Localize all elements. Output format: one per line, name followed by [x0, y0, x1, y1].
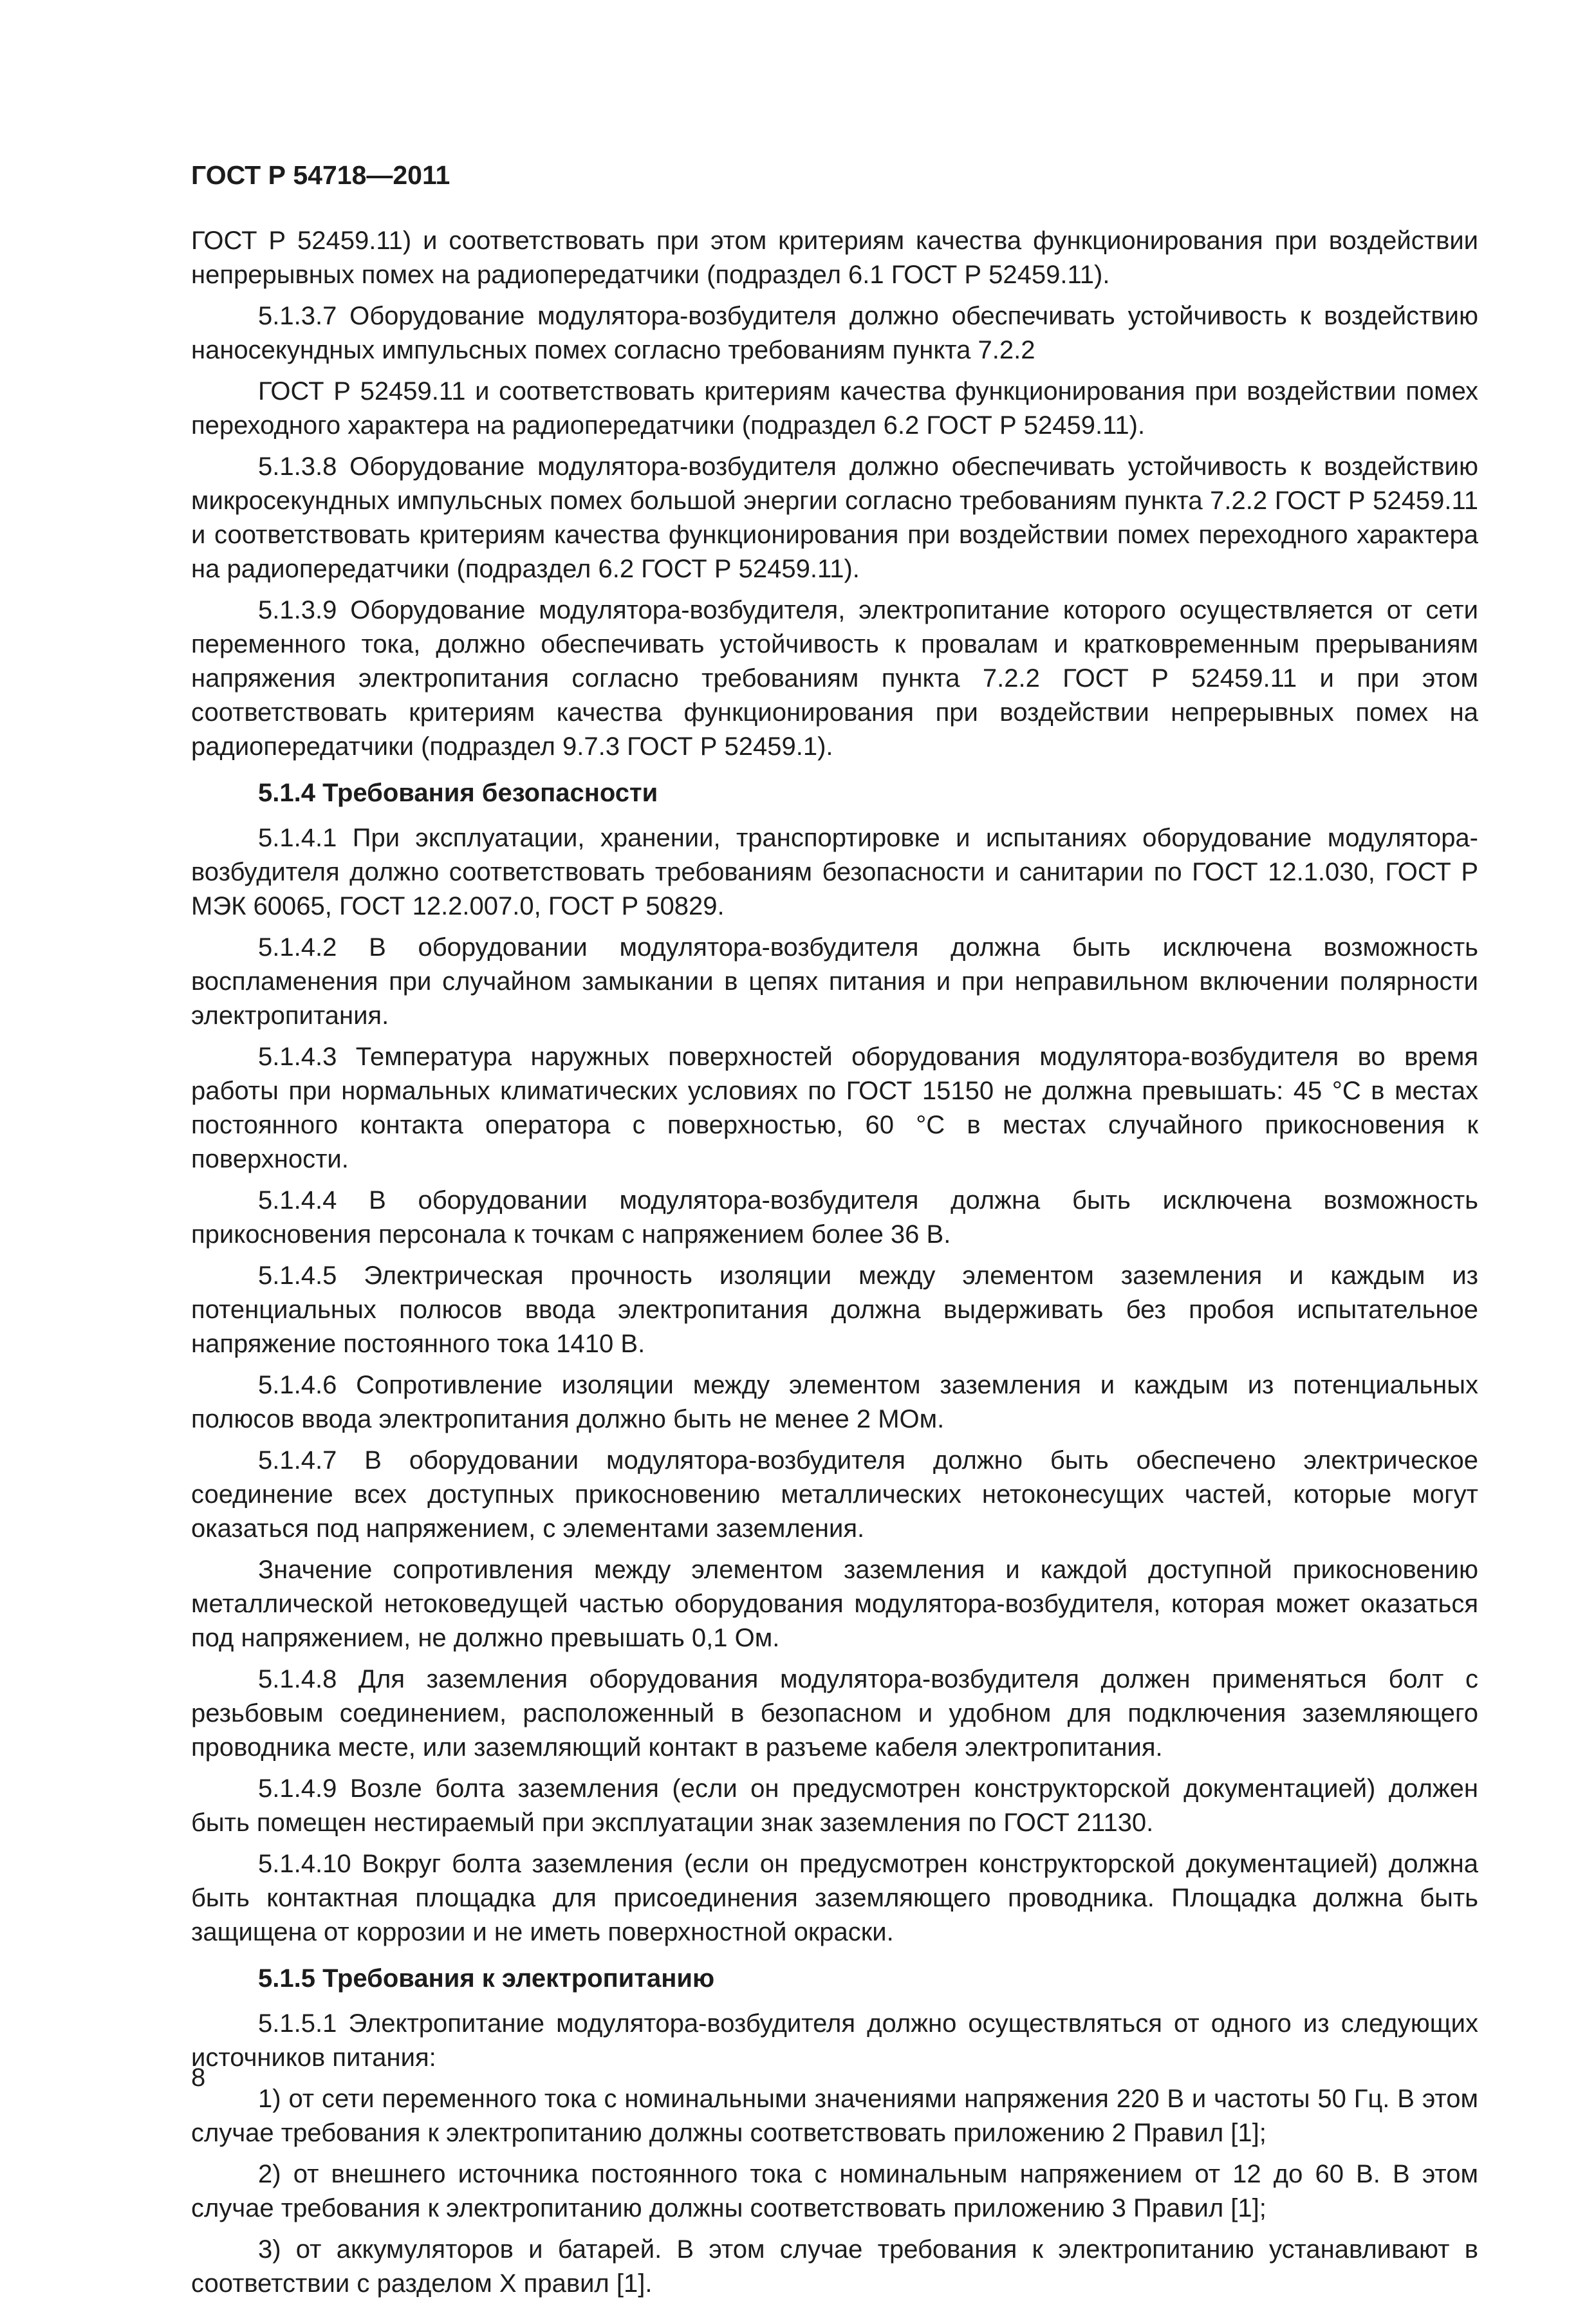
paragraph-5-1-4-2: 5.1.4.2 В оборудовании модулятора-возбудителя должна быть исключена возможность воспламенения при случайном замыкании в цепях питания и при неправильном включении полярности электропитания.	[191, 933, 1478, 1030]
paragraph-5-1-4-1: 5.1.4.1 При эксплуатации, хранении, транспортировке и испытаниях оборудование модулятора-возбудителя должно соответствовать требованиям безопасности и санитарии по ГОСТ 12.1.030, ГОСТ Р МЭК 60065, ГОСТ 12.2.007.0, ГОСТ Р 50829.	[191, 824, 1478, 920]
paragraph-5-1-3-8: 5.1.3.8 Оборудование модулятора-возбудителя должно обеспечивать устойчивость к воздействию микросекундных импульсных помех большой энергии согласно требованиям пункта 7.2.2 ГОСТ Р 52459.11 и соответствовать критериям качества функционирования при воздействии помех переходного характера на радиопередатчики (подраздел 6.2 ГОСТ Р 52459.11).	[191, 452, 1478, 583]
document-body	[191, 224, 1478, 2301]
paragraph-5-1-3-7-cont: ГОСТ Р 52459.11 и соответствовать критериям качества функционирования при воздействии помех переходного характера на радиопередатчики (подраздел 6.2 ГОСТ Р 52459.11).	[191, 377, 1478, 440]
paragraph-5-1-4-9: 5.1.4.9 Возле болта заземления (если он предусмотрен конструкторской документацией) должен быть помещен нестираемый при эксплуатации знак заземления по ГОСТ 21130.	[191, 1774, 1478, 1837]
paragraph-5-1-4-5: 5.1.4.5 Электрическая прочность изоляции между элементом заземления и каждым из потенциальных полюсов ввода электропитания должна выдерживать без пробоя испытательное напряжение постоянного тока 1410 В.	[191, 1261, 1478, 1358]
paragraph-5-1-4-7-resistance: Значение сопротивления между элементом заземления и каждой доступной прикосновению металлической нетоковедущей частью оборудования модулятора-возбудителя, которая может оказаться под напряжением, не должно превышать 0,1 Ом.	[191, 1556, 1478, 1652]
page-number: 8	[191, 2063, 206, 2092]
paragraph-5-1-4-3: 5.1.4.3 Температура наружных поверхностей оборудования модулятора-возбудителя во время работы при нормальных климатических условиях по ГОСТ 15150 не должна превышать: 45 °С в местах постоянного контакта оператора с поверхностью, 60 °С в местах случайного прикосновения к поверхности.	[191, 1043, 1478, 1173]
section-heading-5-1-5: 5.1.5 Требования к электропитанию	[258, 1964, 715, 1993]
paragraph-5-1-4-8: 5.1.4.8 Для заземления оборудования модулятора-возбудителя должен применяться болт с резьбовым соединением, расположенный в безопасном и удобном для подключения заземляющего проводника месте, или заземляющий контакт в разъеме кабеля электропитания.	[191, 1665, 1478, 1762]
paragraph-5-1-4-4: 5.1.4.4 В оборудовании модулятора-возбудителя должна быть исключена возможность прикосновения персонала к точкам с напряжением более 36 В.	[191, 1186, 1478, 1249]
paragraph-5-1-5-1: 5.1.5.1 Электропитание модулятора-возбудителя должно осуществляться от одного из следующих источников питания:	[191, 2009, 1478, 2072]
list-item-power-battery: 3) от аккумуляторов и батарей. В этом случае требования к электропитанию устанавливают в соответствии с разделом X правил [1].	[191, 2235, 1478, 2298]
paragraph-5-1-3-7: 5.1.3.7 Оборудование модулятора-возбудителя должно обеспечивать устойчивость к воздействию наносекундных импульсных помех согласно требованиям пункта 7.2.2	[191, 302, 1478, 364]
list-item-power-ac: 1) от сети переменного тока с номинальными значениями напряжения 220 В и частоты 50 Гц. В этом случае требования к электропитанию должны соответствовать приложению 2 Правил [1];	[191, 2085, 1478, 2147]
list-item-power-dc: 2) от внешнего источника постоянного тока с номинальным напряжением от 12 до 60 В. В этом случае требования к электропитанию должны соответствовать приложению 3 Правил [1];	[191, 2160, 1478, 2222]
document-header: ГОСТ Р 54718—2011	[191, 160, 450, 190]
paragraph-5-1-4-6: 5.1.4.6 Сопротивление изоляции между элементом заземления и каждым из потенциальных полюсов ввода электропитания должно быть не менее 2 МОм.	[191, 1371, 1478, 1433]
paragraph-5-1-3-9: 5.1.3.9 Оборудование модулятора-возбудителя, электропитание которого осуществляется от сети переменного тока, должно обеспечивать устойчивость к провалам и кратковременным прерываниям напряжения электропитания согласно требованиям пункта 7.2.2 ГОСТ Р 52459.11 и при этом соответствовать критериям качества функционирования при воздействии непрерывных помех на радиопередатчики (подраздел 9.7.3 ГОСТ Р 52459.1).	[191, 596, 1478, 761]
paragraph-continuation: ГОСТ Р 52459.11) и соответствовать при этом критериям качества функционирования при воздействии непрерывных помех на радиопередатчики (подраздел 6.1 ГОСТ Р 52459.11).	[191, 227, 1478, 289]
paragraph-5-1-4-7: 5.1.4.7 В оборудовании модулятора-возбудителя должно быть обеспечено электрическое соединение всех доступных прикосновению металлических нетоконесущих частей, которые могут оказаться под напряжением, с элементами заземления.	[191, 1446, 1478, 1543]
section-heading-5-1-4: 5.1.4 Требования безопасности	[258, 779, 658, 807]
paragraph-5-1-4-10: 5.1.4.10 Вокруг болта заземления (если он предусмотрен конструкторской документацией) должна быть контактная площадка для присоединения заземляющего проводника. Площадка должна быть защищена от коррозии и не иметь поверхностной окраски.	[191, 1850, 1478, 1946]
page	[191, 158, 1478, 2308]
